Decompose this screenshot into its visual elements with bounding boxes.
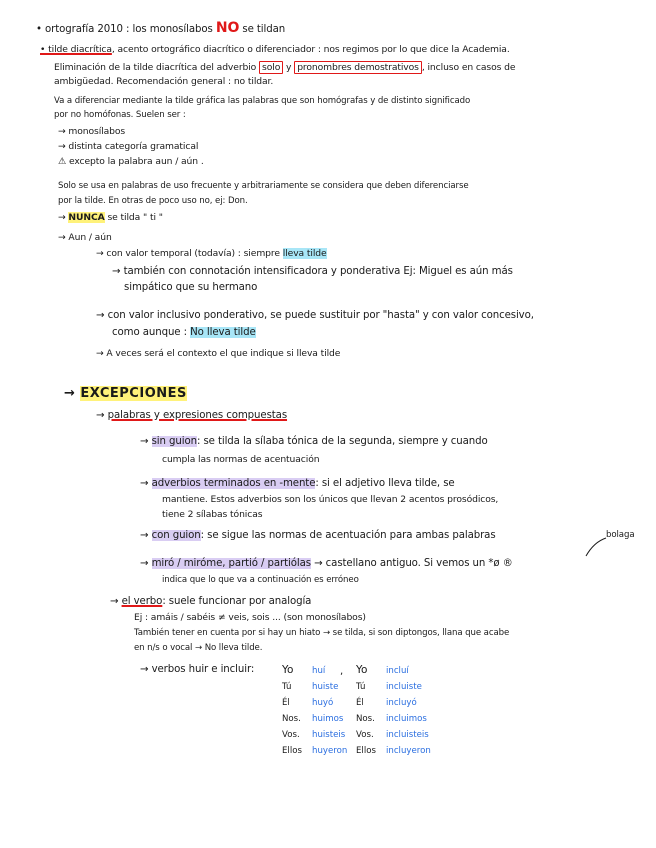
- verbo-arrow: →: [110, 596, 122, 607]
- compuestas-title: [96, 410, 287, 421]
- tilde-line-5: por no homófonas. Suelen ser :: [54, 110, 186, 120]
- verbo-underlined: el verbo: [121, 596, 163, 607]
- tilde-line-2-y: y: [283, 62, 295, 73]
- adverbios-highlight: adverbios terminados en -mente: [151, 478, 316, 489]
- aun-contexto: → A veces será el contexto el que indique si lleva tilde: [96, 348, 341, 359]
- aun-inclusivo: → con valor inclusivo ponderativo, se puede sustituir por "hasta" y con valor concesivo,: [96, 310, 534, 321]
- aun-temporal: [96, 248, 327, 259]
- nunca-arrow: →: [58, 212, 69, 223]
- conj-form: huyó: [312, 698, 334, 708]
- conj-form: incluí: [386, 666, 409, 676]
- adverbios-cont-2: tiene 2 sílabas tónicas: [162, 509, 263, 520]
- conj-person: Yo: [356, 664, 368, 676]
- conj-form: incluisteis: [386, 730, 429, 740]
- conj-person: Nos.: [282, 714, 301, 724]
- excepciones-title: [64, 386, 187, 401]
- tilde-line-4: Va a diferenciar mediante la tilde gráfica las palabras que son homógrafas y de distinto significado: [54, 96, 471, 106]
- aun-title: → Aun / aún: [58, 232, 112, 243]
- con-guion-highlight: con guion: [151, 530, 201, 541]
- verbo-text: : suele funcionar por analogía: [162, 596, 312, 607]
- adverbios-arrow: →: [140, 478, 152, 489]
- conj-person: Vos.: [356, 730, 374, 740]
- conj-person: Vos.: [282, 730, 300, 740]
- verbo-line-2: También tener en cuenta por si hay un hiato → se tilda, si son diptongos, llana que acabe: [134, 628, 510, 638]
- conj-person: Ellos: [282, 746, 302, 756]
- miro-text: → castellano antiguo. Si vemos un *ø ®: [310, 558, 513, 569]
- compuestas-arrow: →: [96, 410, 108, 421]
- verbo-line-1: Ej : amáis / sabéis ≠ veis, sois ... (son monosílabos): [134, 612, 366, 623]
- no-lleva-tilde-highlight: No lleva tilde: [190, 327, 256, 338]
- nunca-highlight: NUNCA: [68, 212, 105, 223]
- aun-example: simpático que su hermano: [124, 282, 258, 293]
- conj-row: [356, 730, 486, 740]
- conj-person: Él: [356, 698, 364, 708]
- miro-cont: indica que lo que va a continuación es erróneo: [162, 575, 359, 585]
- solo-boxed: solo: [259, 61, 283, 74]
- header-prefix: • ortografía 2010 : los monosílabos: [36, 24, 216, 35]
- adverbios-text: : si el adjetivo lleva tilde, se: [315, 478, 455, 489]
- conj-row: [356, 746, 486, 756]
- nunca-line: [58, 212, 163, 223]
- compuestas-underlined: palabras y expresiones compuestas: [107, 410, 288, 421]
- conj-form: huyeron: [312, 746, 348, 756]
- miro-arrow: →: [140, 558, 152, 569]
- aun-intensificadora: → también con connotación intensificadora y ponderativa Ej: Miguel es aún más: [112, 266, 513, 277]
- conj-form: incluyó: [386, 698, 417, 708]
- verbo-title: [110, 596, 311, 607]
- conj-person: Nos.: [356, 714, 375, 724]
- conj-row: [356, 664, 486, 676]
- sin-guion-highlight: sin guion: [151, 436, 197, 447]
- sin-guion-arrow: →: [140, 436, 152, 447]
- conj-form: huí: [312, 666, 326, 676]
- miro-line: [140, 558, 513, 569]
- miro-highlight: miró / miróme, partió / partiólas: [151, 558, 311, 569]
- excepciones-highlight: EXCEPCIONES: [80, 386, 187, 401]
- con-guion-text: : se sigue las normas de acentuación para ambas palabras: [200, 530, 496, 541]
- sin-guion-cont: cumpla las normas de acentuación: [162, 454, 320, 465]
- tilde-line-2-text: Eliminación de la tilde diacrítica del adverbio: [54, 62, 260, 73]
- nunca-text: se tilda " ti ": [104, 212, 163, 223]
- conj-form: incluiste: [386, 682, 422, 692]
- tilde-line-6: Solo se usa en palabras de uso frecuente y arbitrariamente se considera que deben diferenciarse: [58, 181, 469, 191]
- header-suffix: se tildan: [239, 24, 286, 35]
- tilde-line-7: por la tilde. En otras de poco uso no, ej: Don.: [58, 196, 248, 206]
- note-header: [36, 20, 285, 36]
- aun-concesivo-text: como aunque :: [112, 327, 191, 338]
- conj-form: huisteis: [312, 730, 346, 740]
- pronombres-boxed: pronombres demostrativos: [294, 61, 422, 74]
- verbos-huir-incluir: → verbos huir e incluir:: [140, 664, 255, 675]
- tilde-line-2-end: , incluso en casos de: [421, 62, 516, 73]
- excepciones-arrow: →: [64, 386, 81, 401]
- conj-form: incluimos: [386, 714, 427, 724]
- bullet-monosilabos: → monosílabos: [58, 126, 126, 137]
- bolaga-note: bolaga: [606, 530, 635, 540]
- aun-concesivo: [112, 327, 256, 338]
- sin-guion-line: [140, 436, 488, 447]
- conj-person: Ellos: [356, 746, 376, 756]
- lleva-tilde-highlight: lleva tilde: [282, 248, 327, 259]
- tilde-line-1-text: , acento ortográfico diacrítico o diferenciador : nos regimos por lo que dice la Academia.: [111, 44, 510, 55]
- conj-row: [356, 714, 486, 724]
- con-guion-arrow: →: [140, 530, 152, 541]
- tilde-line-3: ambigüedad. Recomendación general : no tildar.: [54, 76, 274, 87]
- sin-guion-text: : se tilda la sílaba tónica de la segunda, siempre y cuando: [196, 436, 488, 447]
- adverbios-line: [140, 478, 455, 489]
- header-no: NO: [215, 20, 240, 36]
- conj-comma: ,: [340, 666, 344, 677]
- conj-row: [356, 682, 486, 692]
- tilde-line-2: [54, 62, 515, 73]
- adverbios-cont-1: mantiene. Estos adverbios son los únicos que llevan 2 acentos prosódicos,: [162, 494, 499, 505]
- tilde-line-1: [40, 44, 510, 55]
- tilde-diacritica-term: • tilde diacrítica: [40, 44, 112, 55]
- conj-form: huimos: [312, 714, 344, 724]
- con-guion-line: [140, 530, 496, 541]
- bullet-categoria: → distinta categoría gramatical: [58, 141, 199, 152]
- verbo-line-3: en n/s o vocal → No lleva tilde.: [134, 643, 263, 653]
- curved-arrow-icon: [584, 536, 610, 558]
- bullet-excepto: ⚠ excepto la palabra aun / aún .: [58, 156, 204, 167]
- conj-form: huiste: [312, 682, 339, 692]
- conj-form: incluyeron: [386, 746, 431, 756]
- conj-person: Yo: [282, 664, 294, 676]
- conj-row: [356, 698, 486, 708]
- conj-person: Tú: [356, 682, 366, 692]
- conj-person: Tú: [282, 682, 292, 692]
- conj-person: Él: [282, 698, 290, 708]
- aun-temporal-text: → con valor temporal (todavía) : siempre: [96, 248, 283, 259]
